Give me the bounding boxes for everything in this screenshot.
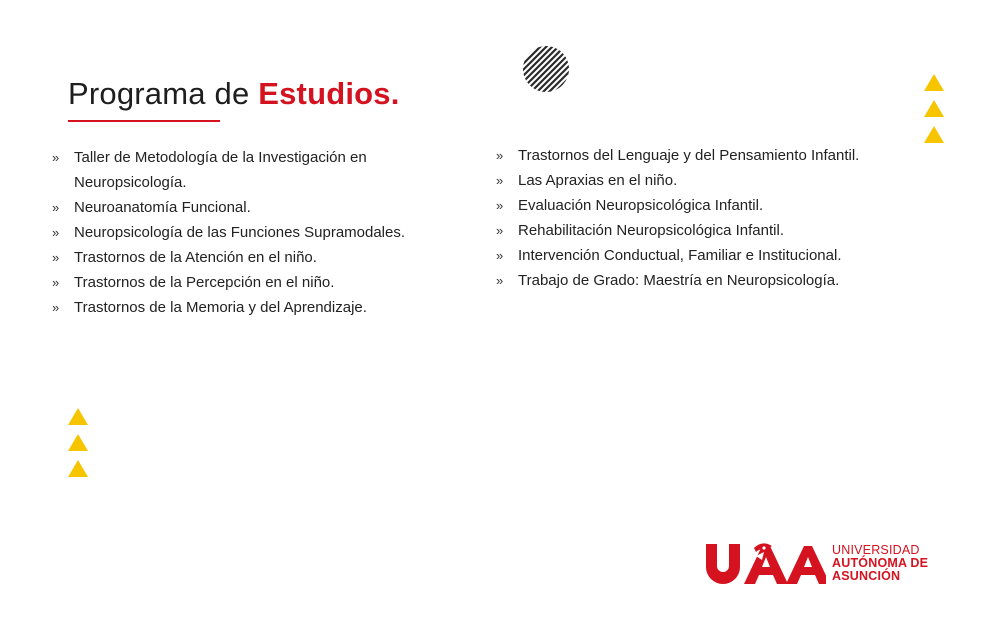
chevron-double-right-icon: » [496, 273, 504, 288]
study-list-left [52, 145, 492, 320]
yellow-triangle-icon [68, 460, 88, 477]
list-item: » Taller de Metodología de la Investigación en [52, 145, 492, 170]
chevron-double-right-icon: » [496, 173, 504, 188]
list-item: » Trastornos del Lenguaje y del Pensamiento Infantil. [496, 143, 936, 168]
title-prefix: Programa de [68, 76, 250, 111]
study-list-right [496, 143, 936, 293]
list-item: » Neuroanatomía Funcional. [52, 195, 492, 220]
list-item: » Trabajo de Grado: Maestría en Neuropsicología. [496, 268, 936, 293]
list-item: » Neuropsicología de las Funciones Supramodales. [52, 220, 492, 245]
yellow-triangle-icon [924, 100, 944, 117]
university-line-3: ASUNCIÓN [832, 569, 901, 583]
list-item-continuation: Neuropsicología. [74, 174, 187, 191]
yellow-triangle-icon [924, 126, 944, 143]
yellow-triangle-icon [68, 434, 88, 451]
page-title [68, 76, 400, 112]
list-item: » Intervención Conductual, Familiar e Institucional. [496, 243, 936, 268]
list-item: » Las Apraxias en el niño. [496, 168, 936, 193]
chevron-double-right-icon: » [52, 250, 60, 265]
title-underline [68, 120, 220, 122]
university-logo [704, 540, 944, 590]
university-line-1: UNIVERSIDAD [832, 543, 920, 557]
chevron-double-right-icon: » [52, 225, 60, 240]
list-item: » Trastornos de la Atención en el niño. [52, 245, 492, 270]
chevron-double-right-icon: » [496, 223, 504, 238]
list-item: » Trastornos de la Percepción en el niño. [52, 270, 492, 295]
chevron-double-right-icon: » [496, 148, 504, 163]
chevron-double-right-icon: » [52, 200, 60, 215]
university-line-2: AUTÓNOMA DE [832, 556, 929, 570]
list-item: » Rehabilitación Neuropsicológica Infantil. [496, 218, 936, 243]
list-item: » Evaluación Neuropsicológica Infantil. [496, 193, 936, 218]
chevron-double-right-icon: » [496, 198, 504, 213]
title-accent: Estudios. [258, 76, 400, 111]
list-item: » Trastornos de la Memoria y del Aprendizaje. [52, 295, 492, 320]
uaa-eagle-logo-icon [704, 540, 826, 586]
chevron-double-right-icon: » [52, 275, 60, 290]
yellow-triangle-icon [924, 74, 944, 91]
yellow-triangle-icon [68, 408, 88, 425]
university-name [832, 544, 928, 583]
chevron-double-right-icon: » [52, 300, 60, 315]
chevron-double-right-icon: » [52, 150, 60, 165]
chevron-double-right-icon: » [496, 248, 504, 263]
hatched-circle-icon [522, 45, 570, 93]
